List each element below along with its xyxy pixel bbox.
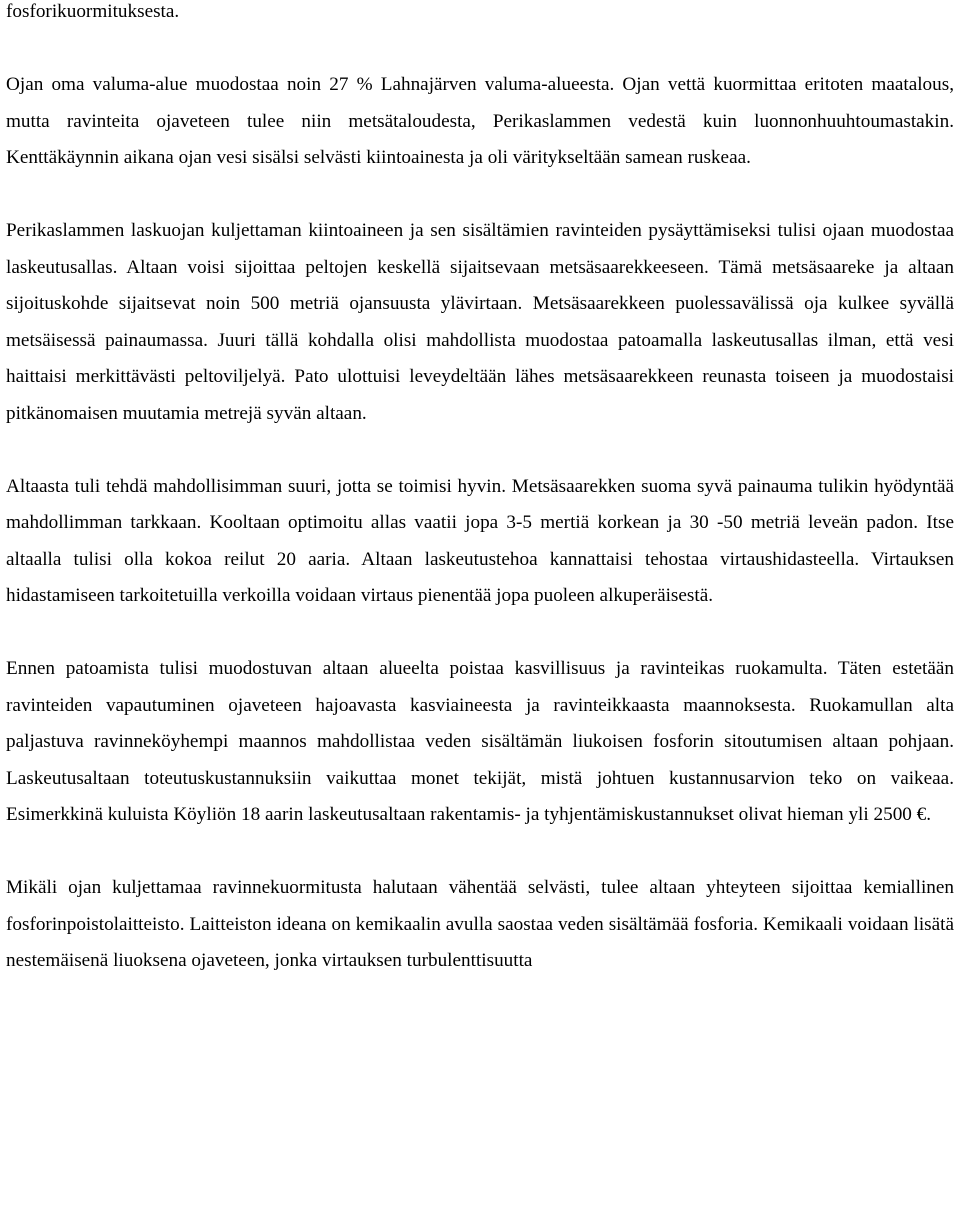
- document-page: [6, 0, 954, 980]
- paragraph-fragment: fosforikuormituksesta.: [6, 1, 180, 22]
- paragraph-settling-basin-location: Perikaslammen laskuojan kuljettaman kiintoaineen ja sen sisältämien ravinteiden pysäyttämiseksi tulisi ojaan muodostaa laskeutusallas. Altaan voisi sijoittaa peltojen keskellä sijaitsevaan metsäsaarekkeeseen. Tämä metsäsaareke ja altaan sijoituskohde sijaitsevat noin 500 metriä ojansuusta ylävirtaan. Metsäsaarekkeen puolessavälissä oja kulkee syvällä metsäisessä painaumassa. Juuri tällä kohdalla olisi mahdollista muodostaa patoamalla laskeutusallas ilman, että vesi haittaisi merkittävästi peltoviljelyä. Pato ulottuisi leveydeltään lähes metsäsaarekkeen reunasta toiseen ja muodostaisi pitkänomaisen muutamia metrejä syvän altaan.: [6, 220, 954, 424]
- paragraph-chemical-phosphorus-removal: Mikäli ojan kuljettamaa ravinnekuormitusta halutaan vähentää selvästi, tulee altaan yhteyteen sijoittaa kemiallinen fosforinpoistolaitteisto. Laitteiston ideana on kemikaalin avulla saostaa veden sisältämää fosforia. Kemikaali voidaan lisätä nestemäisenä liuoksena ojaveteen, jonka virtauksen turbulenttisuutta: [6, 877, 954, 971]
- paragraph-before-damming: Ennen patoamista tulisi muodostuvan altaan alueelta poistaa kasvillisuus ja ravinteikas ruokamulta. Täten estetään ravinteiden vapautuminen ojaveteen hajoavasta kasviaineesta ja ravinteikkaasta maannoksesta. Ruokamullan alta paljastuva ravinneköyhempi maannos mahdollistaa veden sisältämän liukoisen fosforin sitoutumisen altaan pohjaan. Laskeutusaltaan toteutuskustannuksiin vaikuttaa monet tekijät, mistä johtuen kustannusarvion teko on vaikeaa. Esimerkkinä kuluista Köyliön 18 aarin laskeutusaltaan rakentamis- ja tyhjentämiskustannukset olivat hieman yli 2500 €.: [6, 658, 954, 825]
- paragraph-basin-size: Altaasta tuli tehdä mahdollisimman suuri, jotta se toimisi hyvin. Metsäsaarekken suoma syvä painauma tulikin hyödyntää mahdollimman tarkkaan. Kooltaan optimoitu allas vaatii jopa 3-5 mertiä korkean ja 30 -50 metriä leveän padon. Itse altaalla tulisi olla kokoa reilut 20 aaria. Altaan laskeutustehoa kannattaisi tehostaa virtaushidasteella. Virtauksen hidastamiseen tarkoitetuilla verkoilla voidaan virtaus pienentää jopa puoleen alkuperäisestä.: [6, 475, 954, 606]
- paragraph-ditch-catchment: Ojan oma valuma-alue muodostaa noin 27 % Lahnajärven valuma-alueesta. Ojan vettä kuormittaa eritoten maatalous, mutta ravinteita ojaveteen tulee niin metsätaloudesta, Perikaslammen vedestä kuin luonnonhuuhtoumastakin. Kenttäkäynnin aikana ojan vesi sisälsi selvästi kiintoainesta ja oli väritykseltään samean ruskeaa.: [6, 74, 954, 168]
